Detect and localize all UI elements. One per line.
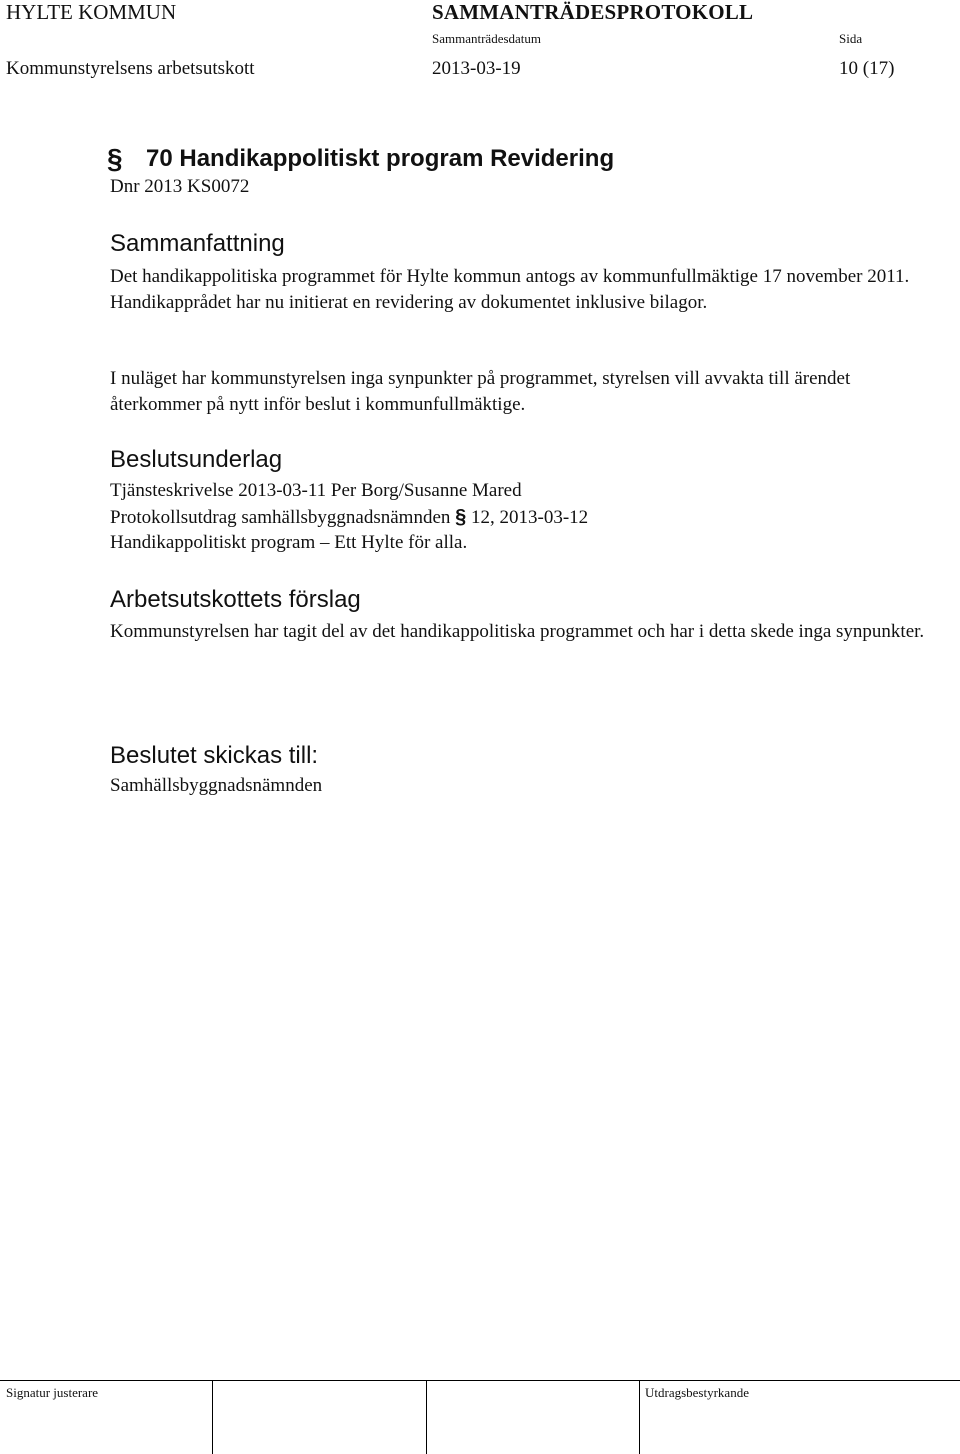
- item-title: 70 Handikappolitiskt program Revidering: [146, 145, 615, 172]
- footer-divider: [0, 1380, 960, 1381]
- case-number: Dnr 2013 KS0072: [110, 176, 250, 197]
- basis-line-2-ref: 12, 2013-03-12: [471, 507, 589, 528]
- document-type: SAMMANTRÄDESPROTOKOLL: [432, 0, 754, 24]
- summary-paragraph-2: I nuläget har kommunstyrelsen inga synpunkter på programmet, styrelsen vill avvakta till ärendet återkommer på nytt inför beslut i kommunfullmäktige.: [110, 368, 851, 415]
- meeting-date-label: Sammanträdesdatum: [432, 31, 542, 46]
- signature-label: Signatur justerare: [6, 1385, 99, 1400]
- sent-to-recipient: Samhällsbyggnadsnämnden: [110, 775, 323, 796]
- extract-certification-label: Utdragsbestyrkande: [645, 1385, 749, 1400]
- basis-line-3: Handikappolitiskt program – Ett Hylte för alla.: [110, 532, 468, 553]
- footer-cell-divider: [639, 1380, 640, 1454]
- basis-line-2: [110, 506, 588, 529]
- basis-heading: Beslutsunderlag: [110, 446, 283, 473]
- meeting-date: 2013-03-19: [432, 58, 521, 79]
- organization-name: HYLTE KOMMUN: [6, 0, 177, 24]
- summary-paragraph-1: Det handikappolitiska programmet för Hylte kommun antogs av kommunfullmäktige 17 november 2011. Handikapprådet har nu initierat en revidering av dokumentet inklusive bilagor.: [110, 266, 910, 313]
- footer-cell-divider: [212, 1380, 213, 1454]
- page-number: 10 (17): [839, 58, 895, 79]
- committee-name: Kommunstyrelsens arbetsutskott: [6, 58, 255, 79]
- page-label: Sida: [839, 31, 863, 46]
- footer-cell-divider: [426, 1380, 427, 1454]
- summary-heading: Sammanfattning: [110, 230, 285, 257]
- section-symbol: §: [107, 143, 123, 174]
- basis-line-2-text: Protokollsutdrag samhällsbyggnadsnämnden: [110, 507, 451, 528]
- sent-to-heading: Beslutet skickas till:: [110, 742, 319, 769]
- proposal-heading: Arbetsutskottets förslag: [110, 586, 361, 613]
- basis-line-1: Tjänsteskrivelse 2013-03-11 Per Borg/Susanne Mared: [110, 480, 522, 501]
- signature-footer: [0, 1380, 960, 1454]
- section-symbol: §: [455, 506, 467, 528]
- proposal-text: Kommunstyrelsen har tagit del av det handikappolitiska programmet och har i detta skede inga synpunkter.: [110, 621, 925, 642]
